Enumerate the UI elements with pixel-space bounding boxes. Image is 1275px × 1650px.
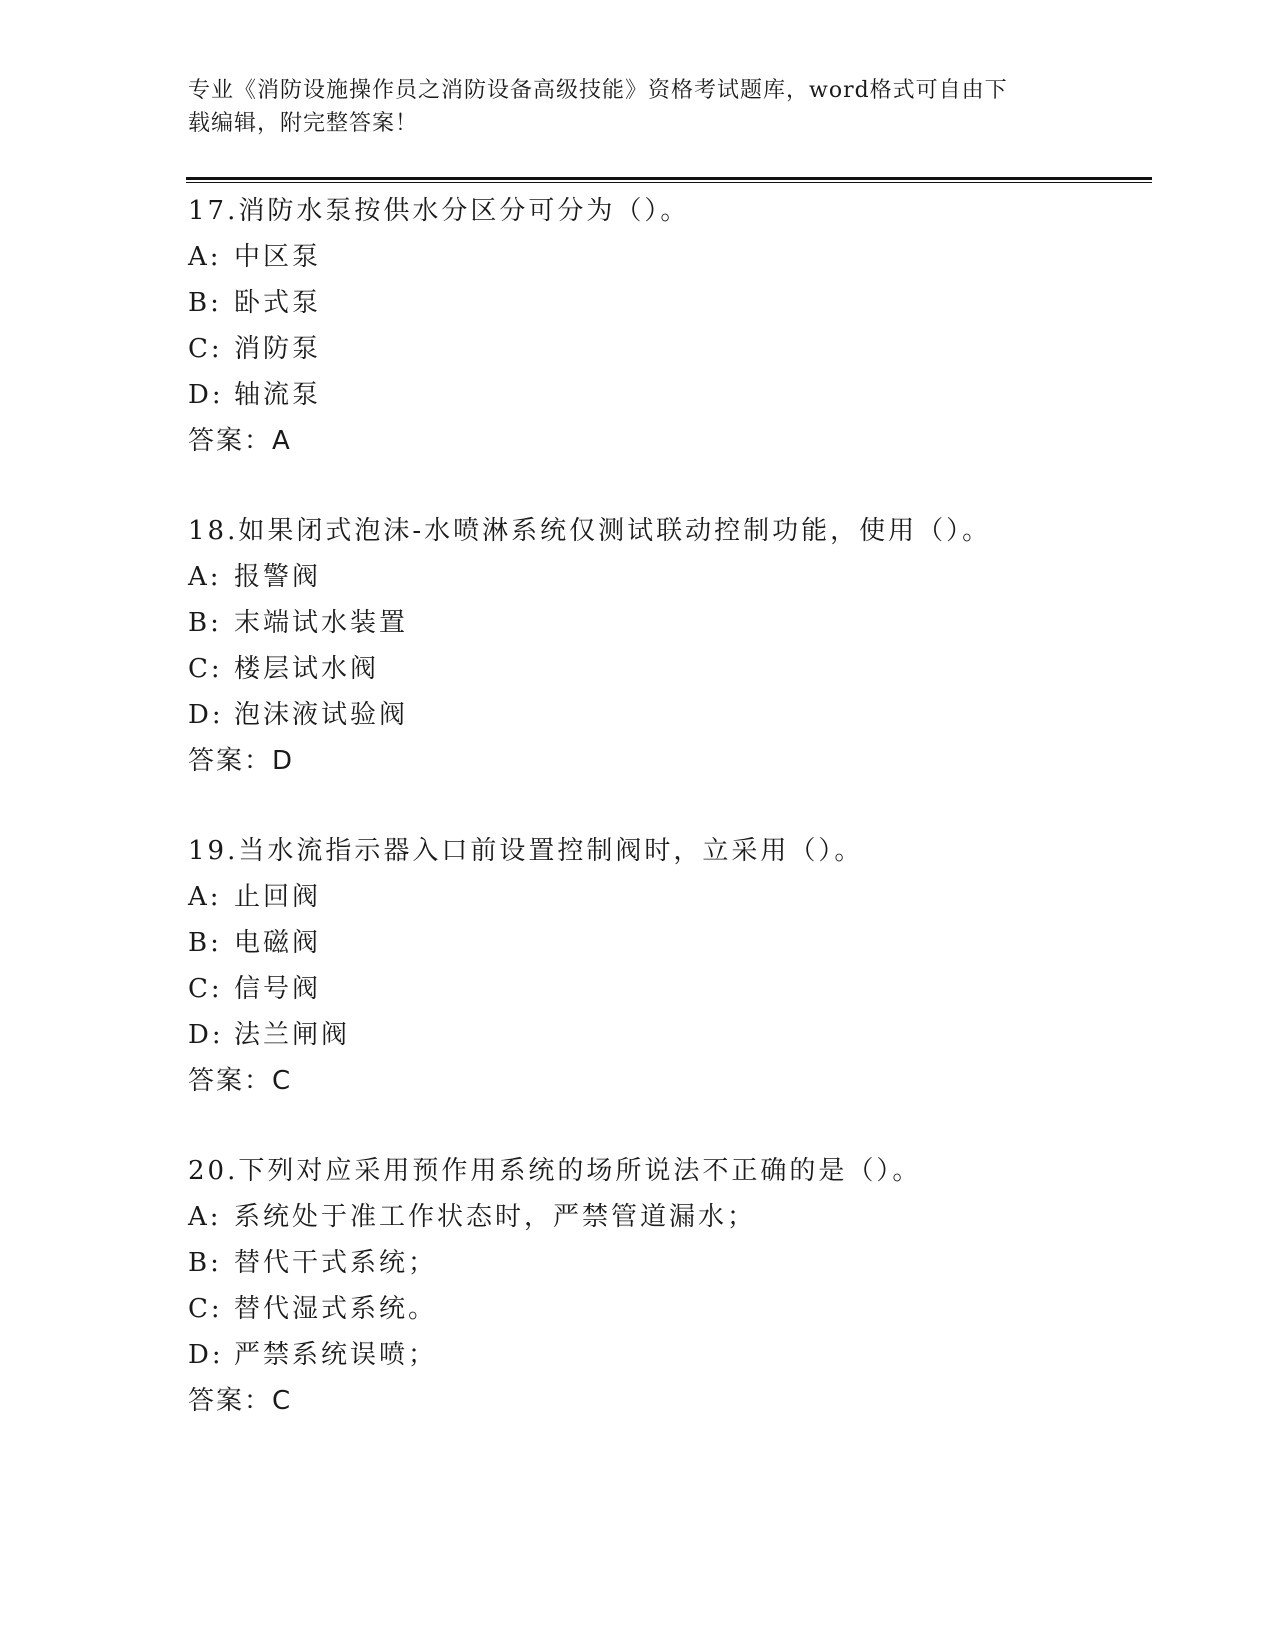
option-key: D: — [188, 1340, 224, 1370]
option-key: C: — [188, 334, 223, 364]
option-key: D: — [188, 380, 224, 410]
option-a — [188, 874, 1148, 920]
header-divider-thick — [186, 177, 1152, 180]
option-key: B: — [188, 928, 222, 958]
question-20 — [188, 1148, 1148, 1424]
option-c — [188, 1286, 1148, 1332]
question-18 — [188, 508, 1148, 784]
question-text: 17.消防水泵按供水分区分可分为（）。 — [188, 196, 690, 226]
option-a — [188, 1194, 1148, 1240]
option-key: B: — [188, 1248, 222, 1278]
option-key: B: — [188, 288, 222, 318]
option-text: 轴流泵 — [234, 380, 322, 410]
option-key: C: — [188, 1294, 223, 1324]
answer-line: 答案：C — [188, 1386, 293, 1416]
option-text: 中区泵 — [234, 242, 322, 272]
option-key: B: — [188, 608, 222, 638]
option-text: 信号阀 — [234, 974, 322, 1004]
option-key: A: — [188, 1202, 222, 1232]
option-text: 楼层试水阀 — [234, 654, 380, 684]
option-c — [188, 646, 1148, 692]
option-b — [188, 600, 1148, 646]
question-19 — [188, 828, 1148, 1104]
answer-line: 答案：C — [188, 1066, 293, 1096]
question-text: 19.当水流指示器入口前设置控制阀时，立采用（）。 — [188, 836, 864, 866]
option-d — [188, 372, 1148, 418]
option-text: 泡沫液试验阀 — [234, 700, 409, 730]
answer-line: 答案：A — [188, 426, 292, 456]
option-c — [188, 326, 1148, 372]
option-c — [188, 966, 1148, 1012]
header-line-2: 载编辑，附完整答案！ — [188, 111, 419, 136]
option-a — [188, 234, 1148, 280]
document-header — [188, 74, 1088, 140]
option-key: D: — [188, 700, 224, 730]
header-line-1: 专业《消防设施操作员之消防设备高级技能》资格考试题库，word格式可自由下 — [188, 78, 1008, 103]
option-key: C: — [188, 974, 223, 1004]
answer-line: 答案：D — [188, 746, 295, 776]
option-text: 消防泵 — [234, 334, 322, 364]
option-text: 报警阀 — [234, 562, 322, 592]
option-b — [188, 280, 1148, 326]
option-key: A: — [188, 882, 222, 912]
option-text: 末端试水装置 — [234, 608, 409, 638]
option-text: 严禁系统误喷； — [234, 1340, 438, 1370]
option-key: A: — [188, 562, 222, 592]
option-key: A: — [188, 242, 222, 272]
option-text: 止回阀 — [234, 882, 322, 912]
option-b — [188, 920, 1148, 966]
option-text: 替代湿式系统。 — [234, 1294, 438, 1324]
question-text: 20.下列对应采用预作用系统的场所说法不正确的是（）。 — [188, 1156, 922, 1186]
question-text: 18.如果闭式泡沫-水喷淋系统仅测试联动控制功能，使用（）。 — [188, 516, 992, 546]
option-text: 替代干式系统； — [234, 1248, 438, 1278]
option-b — [188, 1240, 1148, 1286]
option-key: D: — [188, 1020, 224, 1050]
option-text: 电磁阀 — [234, 928, 322, 958]
option-d — [188, 1332, 1148, 1378]
option-text: 法兰闸阀 — [234, 1020, 351, 1050]
header-divider-thin — [186, 182, 1152, 183]
option-a — [188, 554, 1148, 600]
option-key: C: — [188, 654, 223, 684]
option-d — [188, 1012, 1148, 1058]
option-text: 卧式泵 — [234, 288, 322, 318]
question-17 — [188, 188, 1148, 464]
option-d — [188, 692, 1148, 738]
option-text: 系统处于准工作状态时，严禁管道漏水； — [234, 1202, 757, 1232]
